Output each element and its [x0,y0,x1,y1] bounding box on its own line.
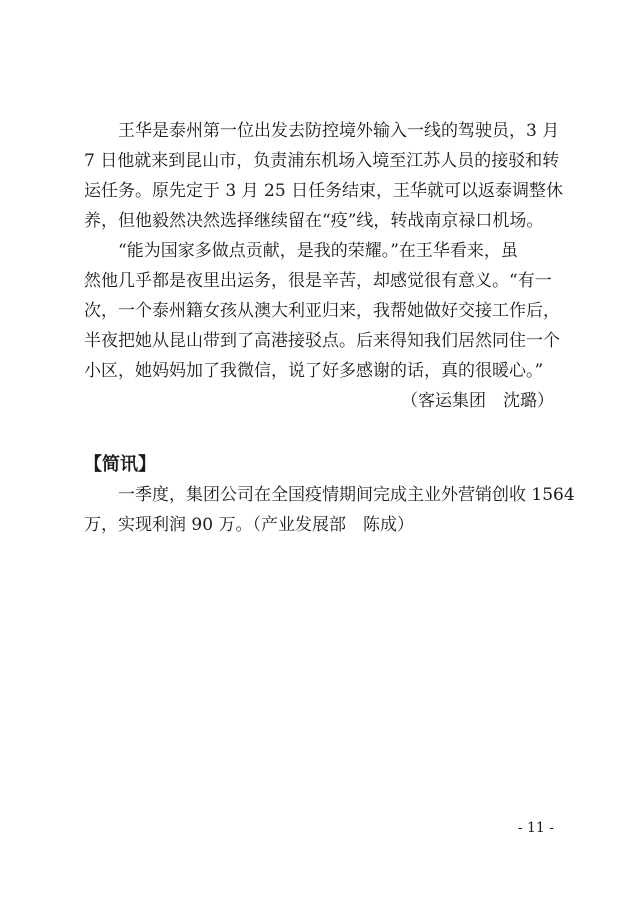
text-line: 7 日他就来到昆山市，负责浦东机场入境至江苏人员的接驳和转 [84,151,560,171]
text-line: 半夜把她从昆山带到了高港接驳点。后来得知我们居然同住一个 [84,331,560,351]
text-line: 王华是泰州第一位出发去防控境外输入一线的驾驶员，3 月 [84,121,560,141]
text-line: 运任务。原先定于 3 月 25 日任务结束，王华就可以返泰调整休 [84,181,564,201]
text-line: 养，但他毅然决然选择继续留在“疫”线，转战南京禄口机场。 [84,211,544,231]
text-line: “能为国家多做点贡献，是我的荣耀。”在王华看来，虽 [84,241,518,261]
article-paragraph-2 [84,236,560,386]
text-line: 小区，她妈妈加了我微信，说了好多感谢的话，真的很暖心。” [84,361,544,381]
text-line: 次，一个泰州籍女孩从澳大利亚归来，我帮她做好交接工作后， [84,301,560,321]
text-line: 万，实现利润 90 万。（产业发展部 陈成） [84,515,414,535]
brief-section-title: 【简讯】 [84,454,156,475]
text-line: 然他几乎都是夜里出运务，很是辛苦，却感觉很有意义。“有一 [84,271,552,291]
brief-paragraph [84,480,575,540]
page-number: - 11 - [517,820,554,836]
text-line: 一季度，集团公司在全国疫情期间完成主业外营销创收 1564 [84,485,575,505]
article-paragraph-1 [84,116,564,236]
article-byline: （客运集团 沈璐） [401,391,554,411]
